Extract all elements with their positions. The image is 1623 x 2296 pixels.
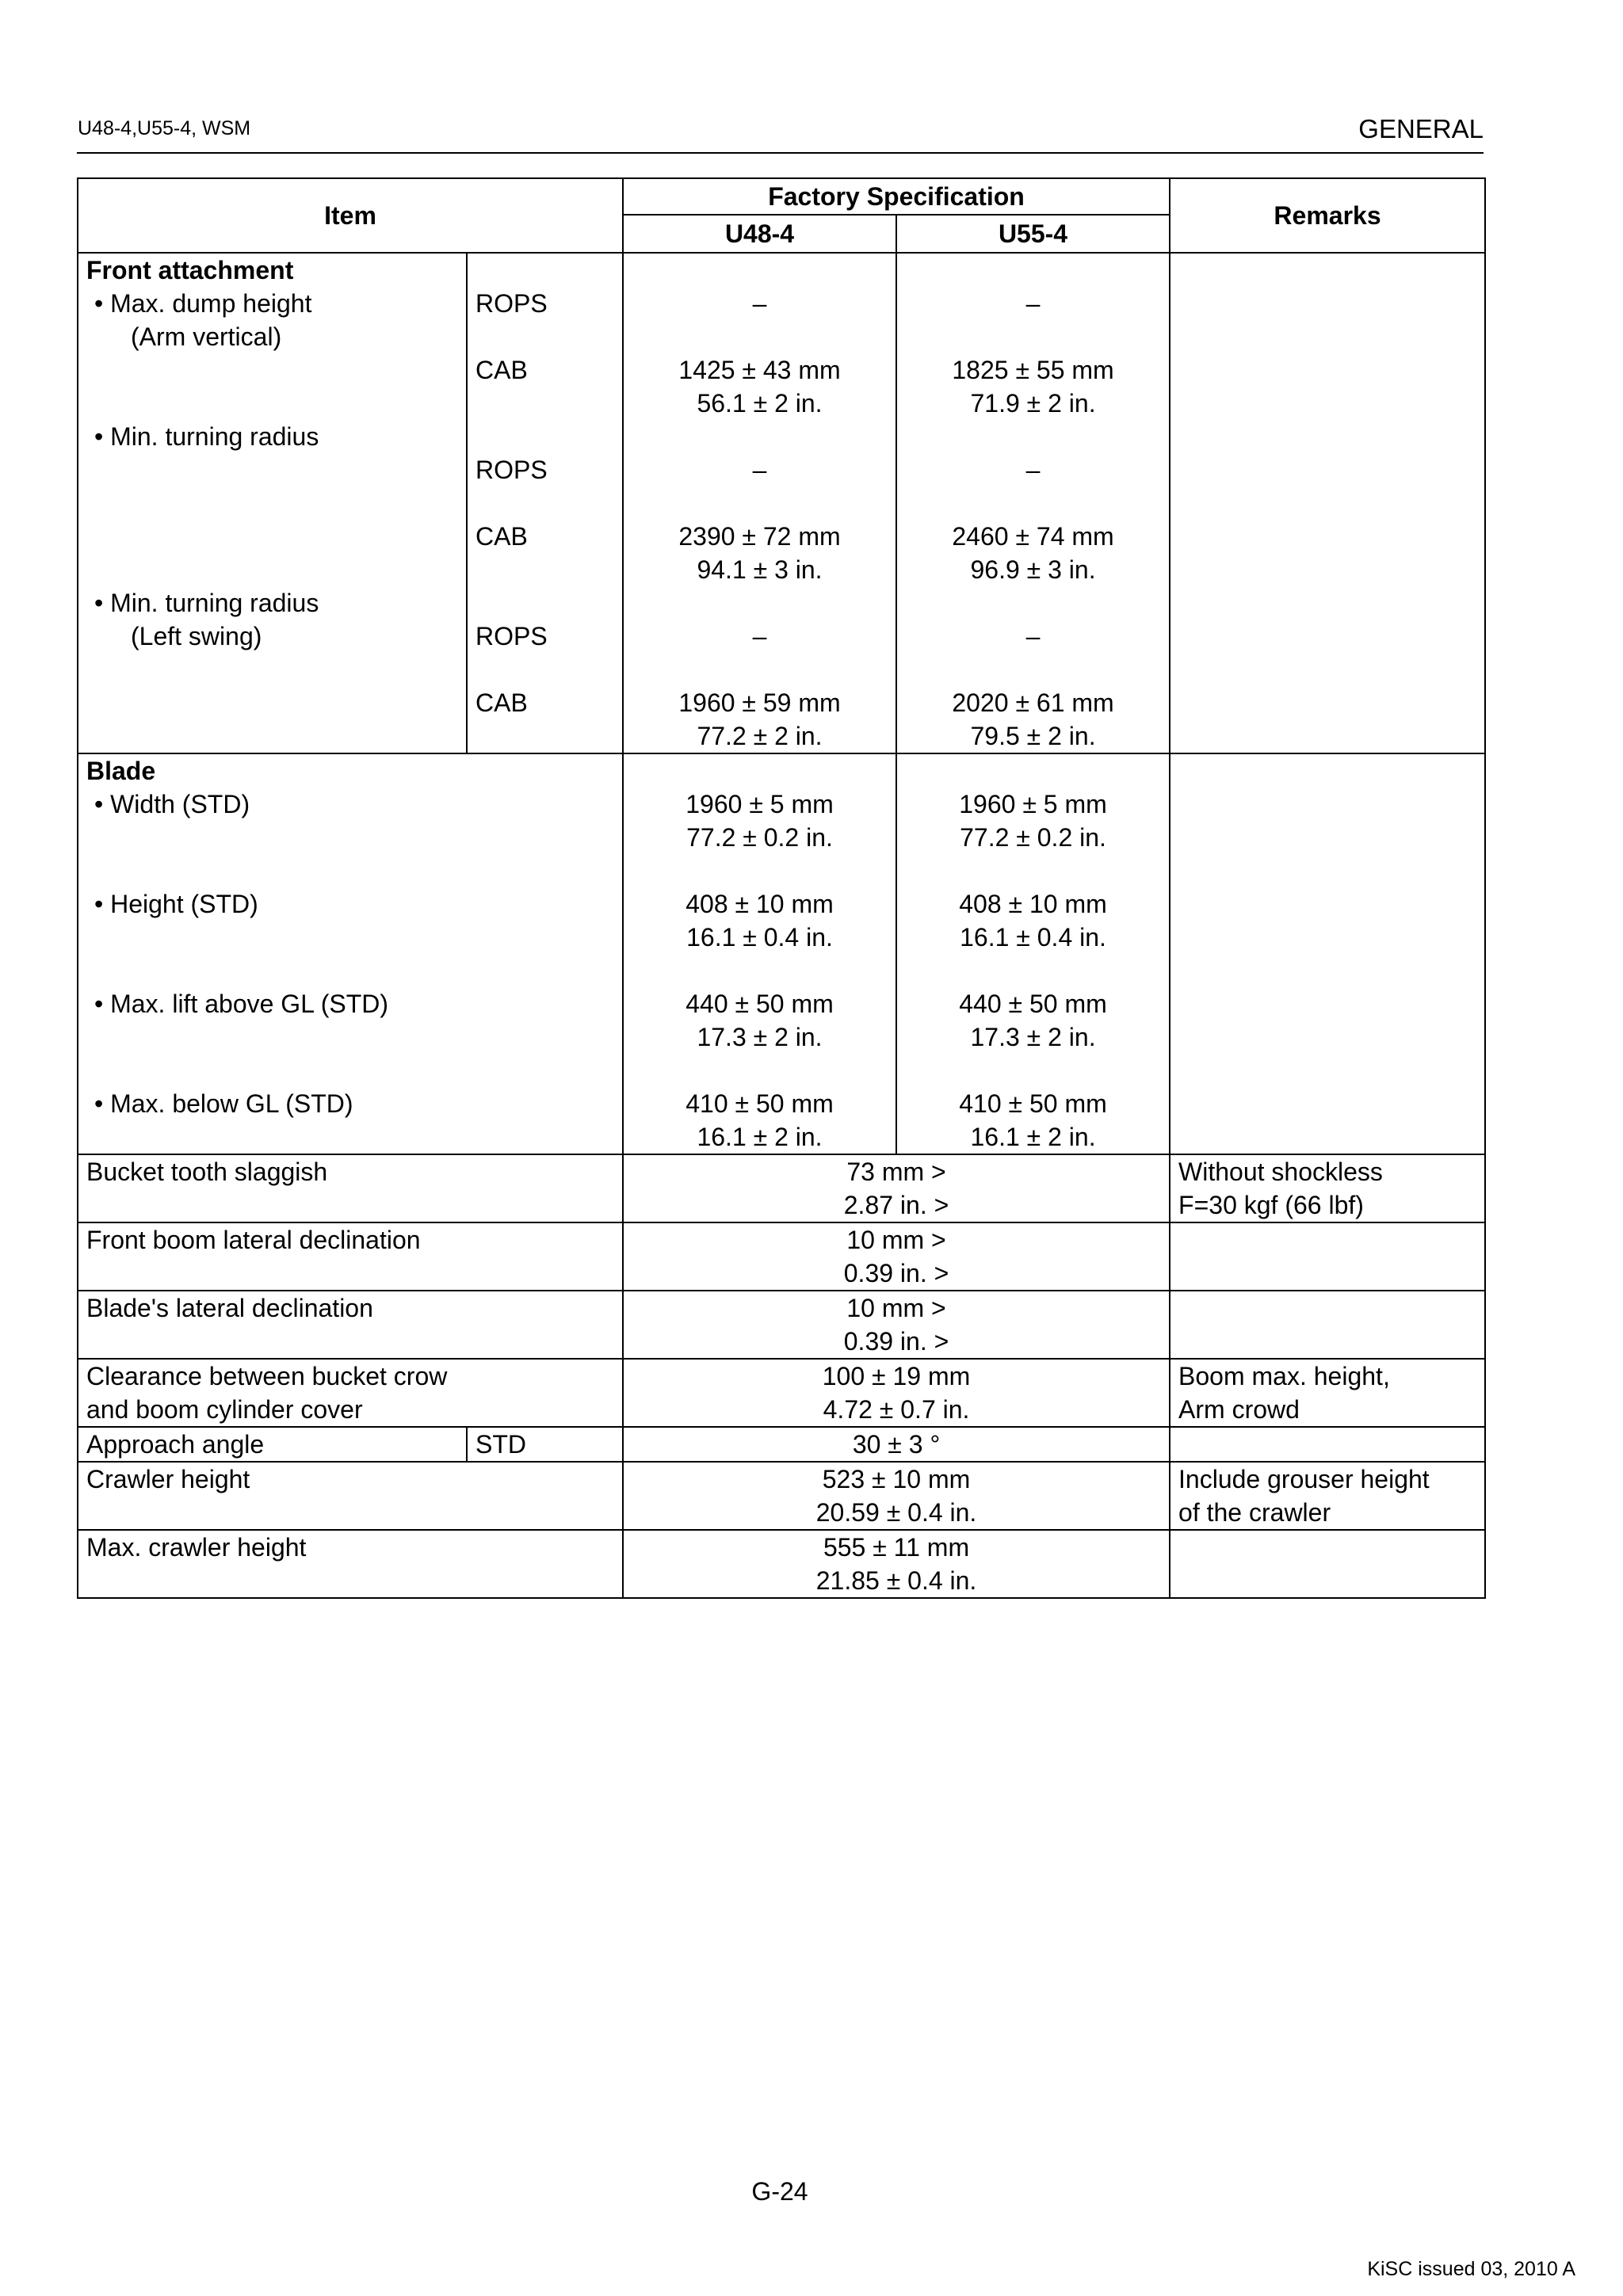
value-cell: 16.1 ± 2 in. [970, 1123, 1096, 1151]
blade-u55-values [896, 753, 1170, 1154]
row-value [623, 1530, 1170, 1598]
remark-text: Arm crowd [1178, 1395, 1300, 1424]
table-row [78, 1154, 1485, 1222]
item-label: • Width (STD) [94, 790, 250, 818]
table-row [78, 253, 1485, 753]
value-cell: 16.1 ± 2 in. [697, 1123, 823, 1151]
value-cell: 1960 ± 59 mm [678, 688, 841, 717]
remark-text: Boom max. height, [1178, 1362, 1390, 1390]
item-label: Blade's lateral declination [86, 1294, 373, 1322]
spec-table [77, 177, 1486, 1599]
item-label: Max. crawler height [86, 1533, 307, 1562]
value-cell: – [1025, 622, 1041, 650]
header-rule [77, 152, 1484, 154]
row-label [78, 1291, 623, 1359]
item-label: Bucket tooth slaggish [86, 1158, 328, 1186]
table-row [78, 1462, 1485, 1530]
row-value [623, 1222, 1170, 1291]
section-title: GENERAL [1358, 114, 1484, 143]
value-cell: 1960 ± 5 mm [959, 790, 1107, 818]
value-cell: 555 ± 11 mm [823, 1533, 970, 1562]
row-label [78, 1154, 623, 1222]
row-label [78, 1359, 623, 1427]
value-cell: 440 ± 50 mm [685, 990, 834, 1018]
item-label: Crawler height [86, 1465, 250, 1493]
value-cell: 17.3 ± 2 in. [970, 1023, 1096, 1051]
front-attachment-u55-values [896, 253, 1170, 753]
value-cell: 100 ± 19 mm [822, 1362, 971, 1390]
value-cell: – [752, 622, 767, 650]
value-cell: 77.2 ± 0.2 in. [686, 823, 833, 852]
value-cell: 1425 ± 43 mm [678, 356, 841, 384]
value-cell: 10 mm > [846, 1294, 946, 1322]
type-rops: ROPS [475, 289, 548, 318]
value-cell: 2460 ± 74 mm [952, 522, 1114, 551]
remark-text: F=30 kgf (66 lbf) [1178, 1191, 1364, 1219]
page-number: G-24 [751, 2177, 808, 2206]
table-row [78, 753, 1485, 1154]
value-cell: – [752, 289, 767, 318]
value-cell: 77.2 ± 0.2 in. [960, 823, 1106, 852]
table-row [78, 1359, 1485, 1427]
type-rops: ROPS [475, 622, 548, 650]
remarks-cell [1170, 1427, 1485, 1462]
value-cell: 56.1 ± 2 in. [697, 389, 823, 418]
table-row [78, 1222, 1485, 1291]
value-cell: 21.85 ± 0.4 in. [815, 1566, 977, 1595]
item-label: • Max. lift above GL (STD) [94, 990, 388, 1018]
row-value [623, 1291, 1170, 1359]
remark-text: of the crawler [1178, 1498, 1331, 1527]
header-remarks: Remarks [1170, 178, 1485, 253]
front-attachment-types [467, 253, 623, 753]
blade-items [78, 753, 623, 1154]
type-cab: CAB [475, 356, 528, 384]
value-cell: 79.5 ± 2 in. [970, 722, 1096, 750]
value-cell: 408 ± 10 mm [959, 890, 1107, 918]
value-cell: – [752, 456, 767, 484]
document-code: U48-4,U55-4, WSM [78, 117, 251, 139]
type-rops: ROPS [475, 456, 548, 484]
value-cell: 410 ± 50 mm [685, 1089, 834, 1118]
value-cell: 2020 ± 61 mm [952, 688, 1114, 717]
value-cell: 2.87 in. > [843, 1191, 949, 1219]
row-value [623, 1154, 1170, 1222]
item-label: and boom cylinder cover [86, 1395, 363, 1424]
front-attachment-items [78, 253, 467, 753]
value-cell: 73 mm > [846, 1158, 946, 1186]
header-model-u48: U48-4 [623, 215, 896, 253]
table-row [78, 1291, 1485, 1359]
item-label: Clearance between bucket crow [86, 1362, 448, 1390]
value-cell: 1825 ± 55 mm [952, 356, 1114, 384]
item-label: • Height (STD) [94, 890, 258, 918]
remarks-cell [1170, 1462, 1485, 1530]
value-cell: 440 ± 50 mm [959, 990, 1107, 1018]
row-value [623, 1462, 1170, 1530]
item-label: • Max. dump height [94, 289, 312, 318]
value-cell: 408 ± 10 mm [685, 890, 834, 918]
header-item: Item [78, 178, 623, 253]
value-cell: 17.3 ± 2 in. [697, 1023, 823, 1051]
value-cell: 2390 ± 72 mm [678, 522, 841, 551]
item-sublabel: (Left swing) [131, 622, 262, 650]
item-sublabel: (Arm vertical) [131, 322, 282, 351]
section-title-front-attachment: Front attachment [86, 256, 294, 284]
remarks-cell [1170, 1291, 1485, 1359]
row-label [78, 1462, 623, 1530]
type-cab: CAB [475, 688, 528, 717]
row-label [78, 1530, 623, 1598]
value-cell: 71.9 ± 2 in. [970, 389, 1096, 418]
row-sublabel [467, 1427, 623, 1462]
value-cell: 16.1 ± 0.4 in. [686, 923, 833, 952]
value-cell: 0.39 in. > [843, 1259, 949, 1287]
value-cell: 0.39 in. > [843, 1327, 949, 1356]
item-label: • Max. below GL (STD) [94, 1089, 353, 1118]
value-cell: 77.2 ± 2 in. [697, 722, 823, 750]
issue-note: KiSC issued 03, 2010 A [1367, 2258, 1575, 2280]
table-row [78, 1427, 1485, 1462]
remark-text: Include grouser height [1178, 1465, 1430, 1493]
remarks-cell [1170, 1530, 1485, 1598]
remarks-cell [1170, 253, 1485, 753]
value-cell: 10 mm > [846, 1226, 946, 1254]
blade-u48-values [623, 753, 896, 1154]
type-std: STD [475, 1430, 526, 1459]
remarks-cell [1170, 1222, 1485, 1291]
header-model-u55: U55-4 [896, 215, 1170, 253]
value-cell: 16.1 ± 0.4 in. [960, 923, 1106, 952]
remark-text: Without shockless [1178, 1158, 1383, 1186]
header-factory-spec: Factory Specification [623, 178, 1170, 215]
value-cell: 96.9 ± 3 in. [970, 555, 1096, 584]
value-cell: 523 ± 10 mm [822, 1465, 971, 1493]
row-label [78, 1222, 623, 1291]
table-row [78, 1530, 1485, 1598]
item-label: • Min. turning radius [94, 589, 319, 617]
item-label: Front boom lateral declination [86, 1226, 421, 1254]
remarks-cell [1170, 1359, 1485, 1427]
value-cell: 410 ± 50 mm [959, 1089, 1107, 1118]
row-value [623, 1359, 1170, 1427]
value-cell: – [1025, 289, 1041, 318]
value-cell: 20.59 ± 0.4 in. [815, 1498, 977, 1527]
value-cell: – [1025, 456, 1041, 484]
row-value [623, 1427, 1170, 1462]
value-cell: 30 ± 3 ° [852, 1430, 941, 1459]
item-label: Approach angle [86, 1430, 265, 1459]
section-title-blade: Blade [86, 757, 156, 785]
value-cell: 4.72 ± 0.7 in. [823, 1395, 970, 1424]
item-label: • Min. turning radius [94, 422, 319, 451]
value-cell: 1960 ± 5 mm [685, 790, 834, 818]
value-cell: 94.1 ± 3 in. [697, 555, 823, 584]
front-attachment-u48-values [623, 253, 896, 753]
row-label [78, 1427, 467, 1462]
type-cab: CAB [475, 522, 528, 551]
remarks-cell [1170, 1154, 1485, 1222]
remarks-cell [1170, 753, 1485, 1154]
